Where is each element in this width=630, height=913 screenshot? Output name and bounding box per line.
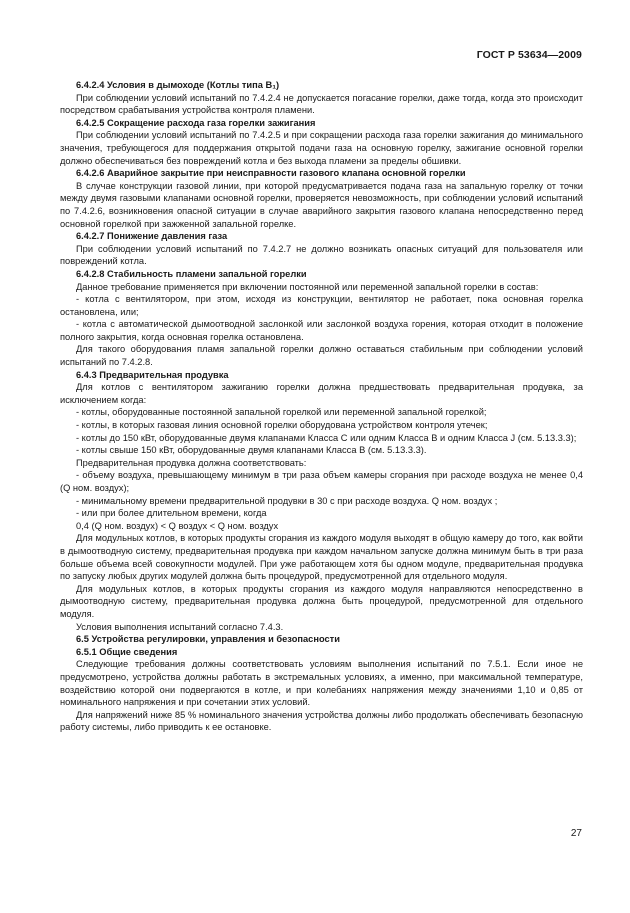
paragraph: Следующие требования должны соответствовать условиям выполнения испытаний по 7.5.1. Если иное не предусмотрено, устройства должны работать в экстремальных условиях, а именно, при максимальной температуре, воздействию которой они подвергаются в котле, и при колебаниях напряжения между значениями 1,10 и 0,85 от номинального напряжения и при сочетании этих условий. [60,659,583,708]
paragraph: Для напряжений ниже 85 % номинального значения устройства должны либо продолжать обеспечивать безопасную работу системы, либо приводить к ее остановке. [60,709,583,733]
list-item: - объему воздуха, превышающему минимум в три раза объем камеры сгорания при расходе воздуха не менее 0,4 (Q ном. воздух); [60,470,583,493]
section-heading: 6.5 Устройства регулировки, управления и безопасности [76,634,340,645]
section-heading: 6.4.2.7 Понижение давления газа [76,231,228,242]
paragraph: Для модульных котлов, в которых продукты сгорания из каждого модуля направляются непосредственно в дымоотводную систему, предварительная продувка должна быть процедурой, предусмотренной для отдельного модуля. [60,583,583,619]
list-item: - котлы, в которых газовая линия основной горелки оборудована устройством контроля утечек; [76,420,488,431]
section-heading: 6.4.2.8 Стабильность пламени запальной горелки [76,268,307,279]
list-item: - или при более длительном времени, когда [76,508,267,519]
list-item: - котла с автоматической дымоотводной заслонкой или заслонкой воздуха горения, которая отходит в положение полного закрытия, когда основная горелка остановлена. [60,319,583,342]
paragraph: При соблюдении условий испытаний по 7.4.2.7 не должно возникать опасных ситуаций для пользователя или повреждений котла. [60,243,583,267]
section-heading: 6.5.1 Общие сведения [76,646,178,657]
list-item: - минимальному времени предварительной продувки в 30 с при расходе воздуха. Q ном. воздух ; [76,495,498,506]
formula: 0,4 (Q ном. воздух) < Q воздух < Q ном. воздух [76,520,279,531]
paragraph: Предварительная продувка должна соответствовать: [76,457,307,468]
page-number: 27 [570,828,582,839]
list-item: - котлы до 150 кВт, оборудованные двумя клапанами Класса С или одним Класса В и одним Класса J (см. 5.13.3.3); [76,432,577,443]
document-body [60,79,583,734]
section-heading: 6.4.2.5 Сокращение расхода газа горелки зажигания [76,117,316,128]
section-heading: 6.4.2.4 Условия в дымоходе (Котлы типа B₁) [76,80,280,90]
paragraph: Данное требование применяется при включении постоянной или переменной запальной горелки в состав: [76,281,539,292]
standard-header: ГОСТ Р 53634—2009 [476,49,582,61]
paragraph: При соблюдении условий испытаний по 7.4.2.5 и при сокращении расхода газа горелки зажигания до минимального значения, требующегося для поддержания открытой подачи газа на основную горелку, зажигание основной горелки должно обеспечиваться без повреждений котла и без выхода пламени за пределы обшивки. [60,130,583,166]
paragraph: В случае конструкции газовой линии, при которой предусматривается подача газа на запальную горелку от точки между двумя газовыми клапанами основной горелки, проверяется невозможность, при соблюдении условий испытаний по 7.4.2.6, возникновения опасной ситуации в случае аварийного закрытия газового клапана непосредственно перед основной горелкой при зажженной запальной горелке. [60,180,583,229]
paragraph: Для такого оборудования пламя запальной горелки должно оставаться стабильным при соблюдении условий испытаний по 7.4.2.8. [60,344,583,368]
paragraph: Для модульных котлов, в которых продукты сгорания из каждого модуля выходят в общую камеру до того, как войти в дымоотводную систему, предварительная продувка при каждом начальном запуске должна минимум быть в три раза больше объема всей совокупности модулей. При уже работающем хотя бы одном модуле, предварительная продувка по запуску любых других модулей должна быть процедурой, предусмотренной для отдельного модуля. [60,533,583,582]
list-item: - котлы, оборудованные постоянной запальной горелкой или переменной запальной горелкой; [76,407,487,418]
paragraph: При соблюдении условий испытаний по 7.4.2.4 не допускается погасание горелки, даже тогда, когда это происходит посредством срабатывания устройства контроля пламени. [60,92,583,116]
section-heading: 6.4.3 Предварительная продувка [76,369,229,380]
section-heading: 6.4.2.6 Аварийное закрытие при неисправности газового клапана основной горелки [76,168,466,179]
paragraph: Для котлов с вентилятором зажиганию горелки должна предшествовать предварительная продувка, за исключением когда: [60,382,583,405]
list-item: - котла с вентилятором, при этом, исходя из конструкции, вентилятор не работает, пока основная горелка остановлена, или; [60,294,583,317]
list-item: - котлы свыше 150 кВт, оборудованные двумя клапанами Класса В (см. 5.13.3.3). [76,445,427,456]
paragraph: Условия выполнения испытаний согласно 7.4.3. [76,621,284,632]
